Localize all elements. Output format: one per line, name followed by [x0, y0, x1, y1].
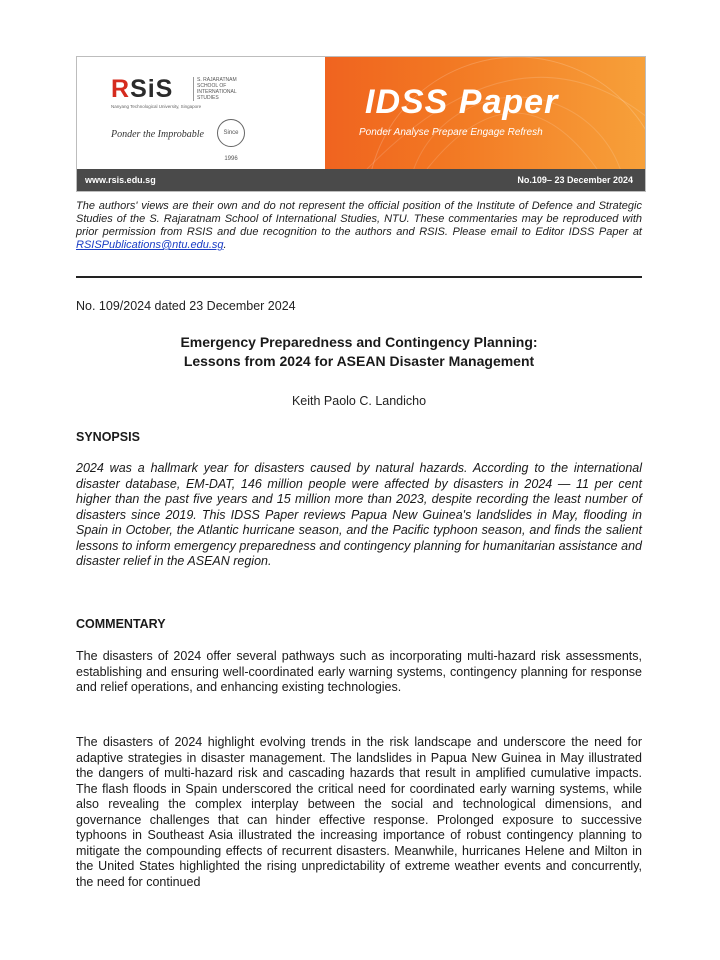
tagline: Ponder the Improbable	[111, 129, 204, 140]
divider	[76, 276, 642, 278]
commentary-paragraph-2: The disasters of 2024 highlight evolving trends in the risk landscape and underscore the need for adaptive strategies in disaster management. The landslides in Papua New Guinea in May illustrated the dangers of multi-hazard risk and cascading hazards that result in amplified cumulative impacts. The flash floods in Spain underscored the critical need for coordinated early warning systems, while also revealing the complex interplay between the social and technological dimensions, and governance challenges that can hinder effective response. Prolonged exposure to successive typhoons in Southeast Asia illustrated the increasing importance of robust contingency planning to mitigate the compounding effects of recurrent disasters. Meanwhile, hurricanes Helene and Milton in the United States highlighted the rising unpredictability of extreme weather events and concurrently, the need for continued	[76, 735, 642, 889]
university-name: Nanyang Technological University, Singapore	[111, 104, 202, 109]
commentary-paragraph-1: The disasters of 2024 offer several pathways such as incorporating multi-hazard risk assessments, establishing and ensuring well-coordinated early warning systems, contingency planning for response and relief operations, and enhancing existing technologies.	[76, 649, 642, 694]
banner-footer-bar	[77, 169, 645, 191]
series-title: IDSS Paper	[365, 83, 559, 121]
synopsis-heading: SYNOPSIS	[76, 430, 140, 444]
issue-line: No. 109/2024 dated 23 December 2024	[76, 299, 296, 313]
disclaimer-end: .	[223, 239, 227, 251]
website-link[interactable]: www.rsis.edu.sg	[85, 175, 156, 185]
issue-tag: No.109– 23 December 2024	[517, 175, 633, 185]
logo-letters-sis: SiS	[130, 75, 174, 103]
synopsis-text: 2024 was a hallmark year for disasters caused by natural hazards. According to the international disaster database, EM-DAT, 146 million people were affected by disasters in 2024 — 11 per cent higher than the past five years and 15 million more than 2023, despite recording the least number of disasters since 2019. This IDSS Paper reviews Papua New Guinea's landslides in May, flooding in Spain in October, the Atlantic hurricane season, and the Pacific typhoon season, and finds the salient lessons to inform emergency preparedness and contingency planning for humanitarian assistance and disaster relief in the ASEAN region.	[76, 461, 642, 568]
paper-title	[76, 333, 642, 371]
commentary-heading: COMMENTARY	[76, 617, 166, 631]
anniversary-seal-icon: Since 1996	[217, 119, 245, 147]
title-line-1: Emergency Preparedness and Contingency Planning:	[180, 334, 538, 350]
author: Keith Paolo C. Landicho	[291, 394, 427, 408]
disclaimer-text: The authors' views are their own and do not represent the official position of the Institute of Defence and Strategic Studies of the S. Rajaratnam School of International Studies, NTU. These commentaries may be reproduced with prior permission from RSIS and due recognition to the authors and RSIS. Please email to Editor IDSS Paper at	[76, 200, 642, 238]
logo-letter-r: R	[111, 75, 131, 103]
header-banner	[76, 56, 646, 192]
email-link[interactable]: RSISPublications@ntu.edu.sg	[76, 239, 224, 251]
logo-area	[77, 57, 325, 169]
series-subtitle: Ponder Analyse Prepare Engage Refresh	[359, 127, 543, 138]
rsis-logo	[111, 75, 173, 104]
disclaimer	[76, 200, 642, 252]
title-line-2: Lessons from 2024 for ASEAN Disaster Management	[183, 353, 535, 369]
school-name: S. RAJARATNAM SCHOOL OF INTERNATIONAL STUDIES	[193, 77, 257, 101]
logo-curve	[77, 57, 325, 169]
